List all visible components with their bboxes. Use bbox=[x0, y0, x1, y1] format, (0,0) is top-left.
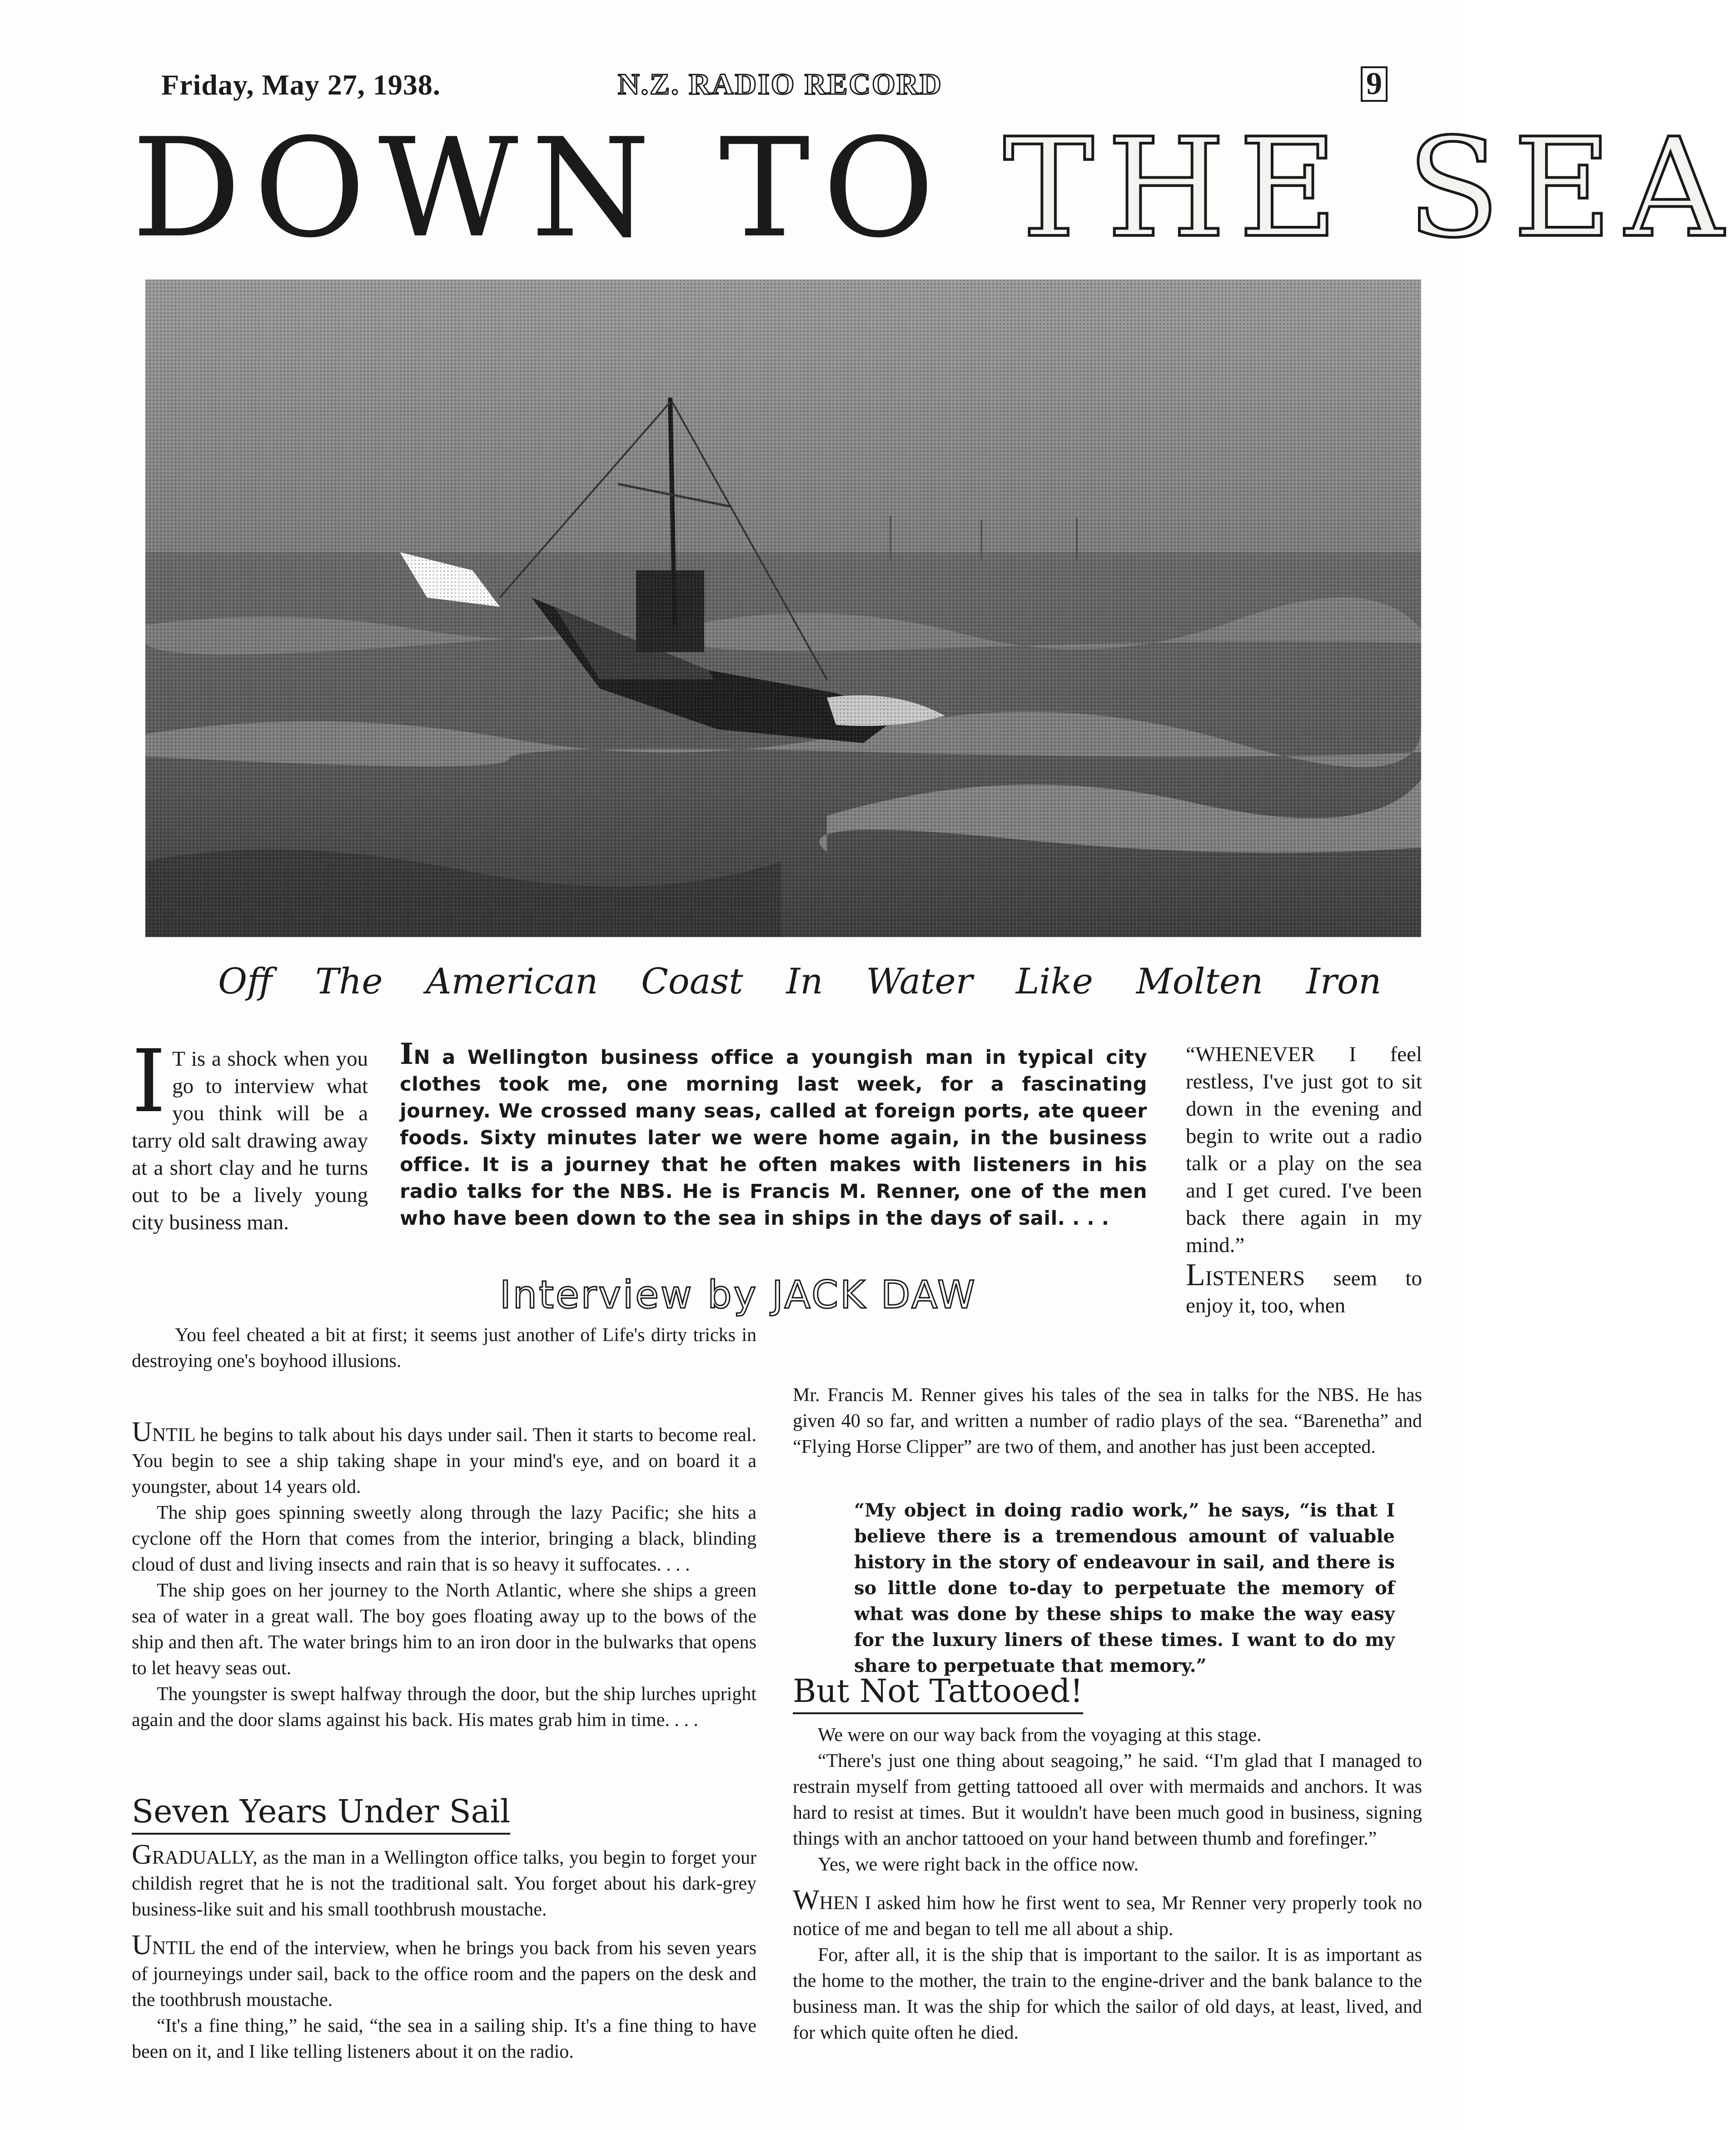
left-body-p1: NTIL he begins to talk about his days under sail. Then it starts to become real. You begin to see a ship taking shape in your mind's eye, and on board it a youngster, about 14 years old. bbox=[132, 1425, 756, 1497]
headline-solid: DOWN TO bbox=[132, 109, 1004, 268]
tattoo-body-p5: For, after all, it is the ship that is important to the sailor. It is as important as the home to the mother, the train to the engine-driver and the bank balance to the business man. It was the ship for which the sailor of old days, at least, lived, and for which quite often he died. bbox=[793, 1945, 1422, 2043]
byline: Interview by JACK DAW bbox=[500, 1272, 977, 1317]
tattoo-body-p2: “There's just one thing about seagoing,” he said. “I'm glad that I managed to restrain myself from getting tattooed all over with mermaids and anchors. It was hard to resist at times. But it wouldn't have been much good in business, signing things with an anchor tattooed on your hand between thumb and forefinger.” bbox=[793, 1751, 1422, 1849]
headline-hollow: THE SEA bbox=[1003, 109, 1736, 268]
standfirst-text: N a Wellington business office a youngish man in typical city clothes took me, one morning last week, for a fascinating journey. We crossed many seas, called at foreign ports, ate queer foods. Sixty minutes later we were home again, in the business office. It is a journey that he often makes with listeners in his radio talks for the NBS. He is Francis M. Renner, one of the men who have been down to the sea in ships in the days of sail. . . . bbox=[400, 1046, 1147, 1230]
seven-years-body bbox=[132, 1839, 756, 2065]
left-intro-continued bbox=[132, 1322, 756, 1374]
seven-body-p1: RADUALLY, as the man in a Wellington office talks, you begin to forget your childish regret that he is not the traditional salt. You forget about his dark-grey business-like suit and his small toothbrush moustache. bbox=[132, 1847, 756, 1920]
tattoo-body-p1: We were on our way back from the voyaging at this stage. bbox=[818, 1725, 1262, 1746]
until-cap-2: U bbox=[132, 1930, 152, 1960]
left-body-p2: The ship goes spinning sweetly along through the lazy Pacific; she hits a cyclone off the Horn that comes from the interior, bringing a black, blinding cloud of dust and living insects and rain that is so heavy it suffocates. . . . bbox=[132, 1502, 756, 1575]
right-intro-quote: “WHENEVER I feel restless, I've just got to sit down in the evening and begin to write out a radio talk or a play on the sea and I get cured. I've been back there again in my mind.” bbox=[1186, 1043, 1422, 1257]
until-cap: U bbox=[132, 1417, 152, 1447]
right-continue bbox=[793, 1363, 1422, 1479]
tattoo-body-p3: Yes, we were right back in the office now. bbox=[818, 1854, 1139, 1875]
left-intro bbox=[132, 1031, 368, 1236]
standfirst bbox=[400, 1037, 1147, 1232]
tattoo-body bbox=[793, 1722, 1422, 2046]
when-cap: W bbox=[793, 1885, 820, 1916]
page-number: 9 bbox=[1361, 66, 1388, 102]
left-body-p3: The ship goes on her journey to the North Atlantic, where she ships a green sea of water in a great wall. The boy goes floating away up to the bows of the ship and then aft. The water brings him to an iron door in the bulwarks that opens to let heavy seas out. bbox=[132, 1580, 756, 1679]
left-body bbox=[132, 1417, 756, 1733]
left-intro-para-2: You feel cheated a bit at first; it seems just another of Life's dirty tricks in destroying one's boyhood illusions. bbox=[132, 1325, 756, 1372]
issue-date: Friday, May 27, 1938. bbox=[161, 69, 441, 101]
left-body-p4: The youngster is swept halfway through the door, but the ship lurches upright again and the door slams against his back. His mates grab him in time. . . . bbox=[132, 1684, 756, 1731]
seven-body-p2: NTIL the end of the interview, when he brings you back from his seven years of journeyings under sail, back to the office room and the papers on the desk and the toothbrush moustache. bbox=[132, 1938, 756, 2010]
standfirst-initial: I bbox=[400, 1037, 414, 1071]
right-continue-text: Mr. Francis M. Renner gives his tales of the sea in talks for the NBS. He has given 40 so far, and written a number of radio plays of the sea. “Barenetha” and “Flying Horse Clipper” are two of them, and another has just been accepted. bbox=[793, 1385, 1422, 1457]
ship-photo bbox=[145, 279, 1421, 937]
dropcap-i: I bbox=[132, 1031, 166, 1132]
seven-body-p3: “It's a fine thing,” he said, “the sea in a sailing ship. It's a fine thing to have been on it, and I like telling listeners about it on the radio. bbox=[132, 2015, 756, 2062]
subhead-not-tattooed: But Not Tattooed! bbox=[793, 1672, 1083, 1714]
subhead-seven-years: Seven Years Under Sail bbox=[132, 1793, 510, 1835]
left-intro-text: T is a shock when you go to interview what you think will be a tarry old salt drawing away at a short clay and he turns out to be a lively young city business man. bbox=[132, 1047, 368, 1234]
gradually-cap: G bbox=[132, 1839, 152, 1870]
right-intro bbox=[1186, 1041, 1422, 1319]
photo-caption: Off The American Coast In Water Like Molten Iron bbox=[218, 961, 1382, 1002]
headline bbox=[132, 109, 1736, 268]
listeners-text: ISTENERS seem to enjoy it, too, when bbox=[1186, 1267, 1422, 1317]
masthead: N.Z. RADIO RECORD bbox=[618, 68, 943, 101]
listeners-cap: L bbox=[1186, 1257, 1205, 1292]
tattoo-body-p4: HEN I asked him how he first went to sea, Mr Renner very properly took no notice of me and began to tell me all about a ship. bbox=[793, 1893, 1422, 1940]
pull-quote: “My object in doing radio work,” he says, “is that I believe there is a tremendous amount of valuable history in the story of endeavour in sail, and there is so little done to-day to perpetuate the memory of what was done by these ships to make the way easy for the luxury liners of these times. I want to do my share to perpetuate that memory.” bbox=[854, 1500, 1395, 1676]
